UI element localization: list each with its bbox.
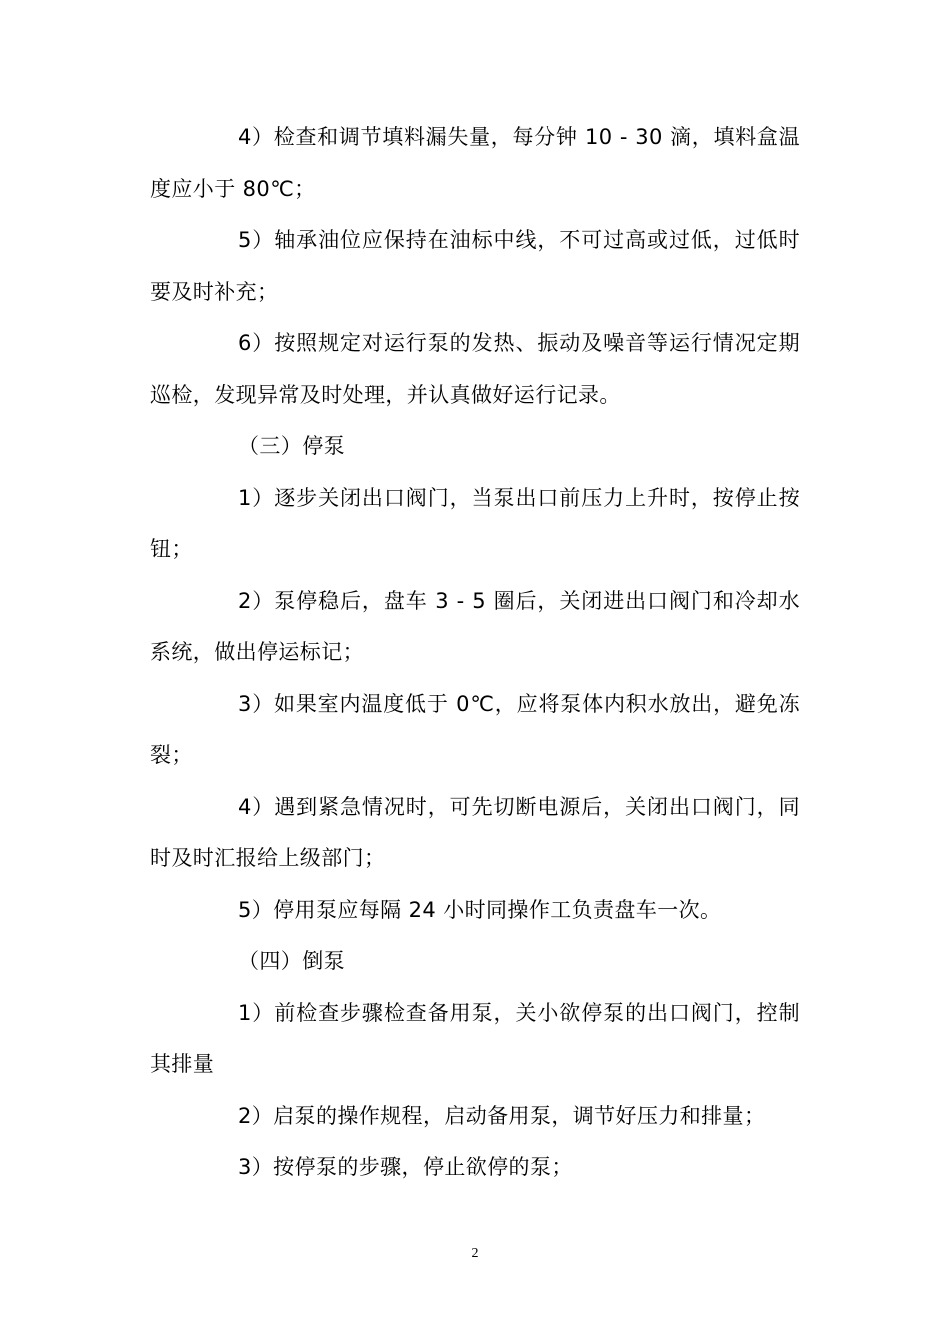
paragraph-inspection: 6）按照规定对运行泵的发热、振动及噪音等运行情况定期巡检，发现异常及时处理，并认真做好运行记录。 [150,331,800,407]
paragraph-emergency: 4）遇到紧急情况时，可先切断电源后，关闭出口阀门，同时及时汇报给上级部门； [150,794,800,870]
paragraph-start-standby: 2）启泵的操作规程，启动备用泵，调节好压力和排量； [238,1103,766,1128]
section-heading-stop-pump: （三）停泵 [238,434,345,458]
paragraph-drain-water: 3）如果室内温度低于 0℃，应将泵体内积水放出，避免冻裂； [150,691,800,767]
section-heading-switch-pump: （四）倒泵 [238,949,345,973]
document-body [150,112,800,1194]
paragraph-idle-pump: 5）停用泵应每隔 24 小时同操作工负责盘车一次。 [238,897,722,922]
paragraph-fill-check: 4）检查和调节填料漏失量，每分钟 10 - 30 滴，填料盒温度应小于 80℃； [150,125,800,201]
paragraph-close-outlet: 1）逐步关闭出口阀门，当泵出口前压力上升时，按停止按钮； [150,485,800,561]
page-number: 2 [471,1246,479,1261]
paragraph-oil-level: 5）轴承油位应保持在油标中线，不可过高或过低，过低时要及时补充； [150,228,800,304]
paragraph-stop-old-pump: 3）按停泵的步骤，停止欲停的泵； [238,1155,573,1179]
paragraph-turn-pump: 2）泵停稳后，盘车 3 - 5 圈后，关闭进出口阀门和冷却水系统，做出停运标记； [150,588,800,664]
paragraph-check-standby: 1）前检查步骤检查备用泵，关小欲停泵的出口阀门，控制其排量 [150,1000,800,1076]
